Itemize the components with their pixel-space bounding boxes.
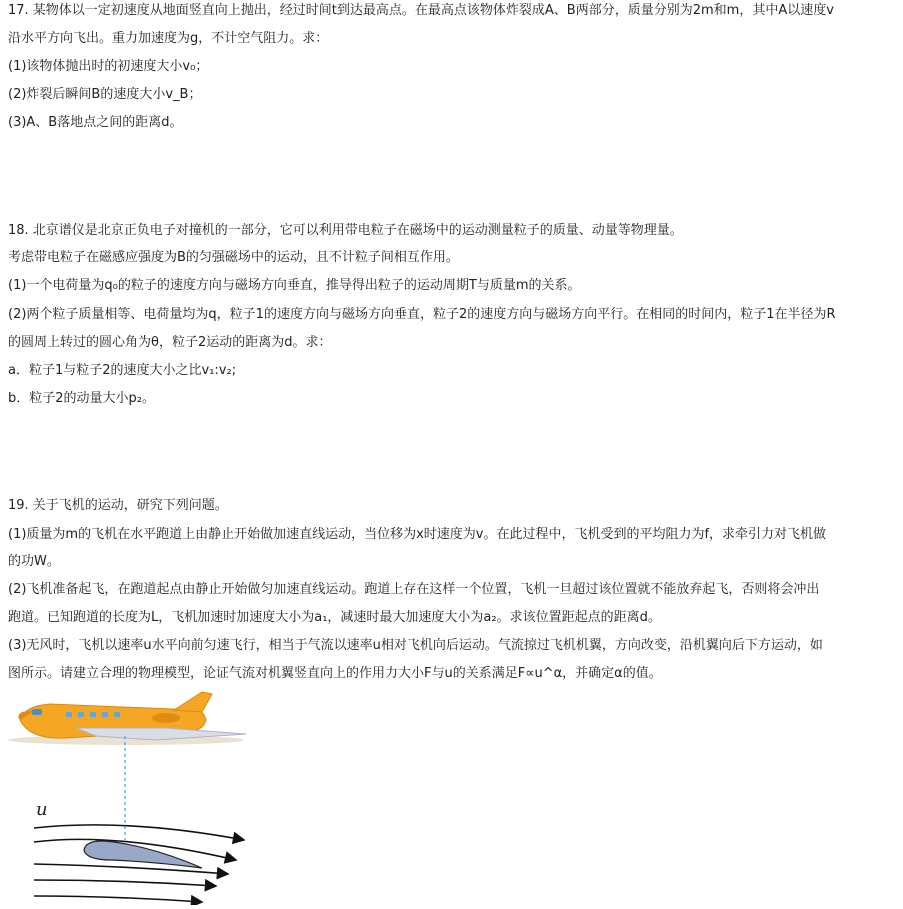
- airplane-icon: [8, 692, 246, 745]
- p17-line-5: (3)A、B落地点之间的距离d。: [8, 115, 183, 130]
- p19-line-7: 图所示。请建立合理的物理模型，论证气流对机翼竖直向上的作用力大小F与u的关系满足F∝u^α，并确定α的值。: [8, 666, 662, 681]
- p17-line-1: 17. 某物体以一定初速度从地面竖直向上抛出，经过时间t到达最高点。在最高点该物体炸裂成A、B两部分，质量分别为2m和m，其中A以速度v: [8, 3, 834, 18]
- airflow-line-3: [34, 864, 228, 874]
- p19-line-2: (1)质量为m的飞机在水平跑道上由静止开始做加速直线运动，当位移为x时速度为v。在此过程中，飞机受到的平均阻力为f，求牵引力对飞机做: [8, 527, 827, 542]
- p18-line-7: b．粒子2的动量大小p₂。: [8, 391, 155, 406]
- p18-line-1: 18. 北京谱仪是北京正负电子对撞机的一部分，它可以利用带电粒子在磁场中的运动测量粒子的质量、动量等物理量。: [8, 223, 683, 238]
- p19-line-3: 的功W。: [8, 554, 60, 569]
- airflow-line-1: [34, 825, 244, 840]
- airflow-line-5: [34, 896, 202, 902]
- p17-line-4: (2)炸裂后瞬间B的速度大小v_B；: [8, 87, 202, 102]
- u-label: u: [36, 799, 48, 820]
- airflow-line-4: [34, 880, 216, 886]
- p18-line-3: (1)一个电荷量为q₀的粒子的速度方向与磁场方向垂直，推导得出粒子的运动周期T与质量m的关系。: [8, 278, 581, 293]
- figure-svg: [6, 690, 266, 905]
- p19-line-5: 跑道。已知跑道的长度为L，飞机加速时加速度大小为a₁，减速时最大加速度大小为a₂。求该位置距起点的距离d。: [8, 610, 661, 625]
- p19-line-4: (2)飞机准备起飞，在跑道起点由静止开始做匀加速直线运动。跑道上存在这样一个位置，飞机一旦超过该位置就不能放弃起飞，否则将会冲出: [8, 582, 820, 597]
- p18-line-4: (2)两个粒子质量相等、电荷量均为q，粒子1的速度方向与磁场方向垂直，粒子2的速度方向与磁场方向平行。在相同的时间内，粒子1在半径为R: [8, 307, 836, 322]
- airfoil-wing-icon: [84, 841, 202, 868]
- p18-line-2: 考虑带电粒子在磁感应强度为B的匀强磁场中的运动，且不计粒子间相互作用。: [8, 250, 459, 265]
- p18-line-5: 的圆周上转过的圆心角为θ，粒子2运动的距离为d。求：: [8, 335, 332, 350]
- airplane-airflow-figure: [6, 690, 266, 909]
- p19-line-6: (3)无风时，飞机以速率u水平向前匀速飞行，相当于气流以速率u相对飞机向后运动。气流掠过飞机机翼，方向改变，沿机翼向后下方运动，如: [8, 638, 823, 653]
- p19-line-1: 19. 关于飞机的运动，研究下列问题。: [8, 498, 228, 513]
- p18-line-6: a．粒子1与粒子2的速度大小之比v₁:v₂;: [8, 363, 237, 378]
- p17-line-2: 沿水平方向飞出。重力加速度为g，不计空气阻力。求：: [8, 31, 329, 46]
- p17-line-3: (1)该物体抛出时的初速度大小v₀；: [8, 59, 209, 74]
